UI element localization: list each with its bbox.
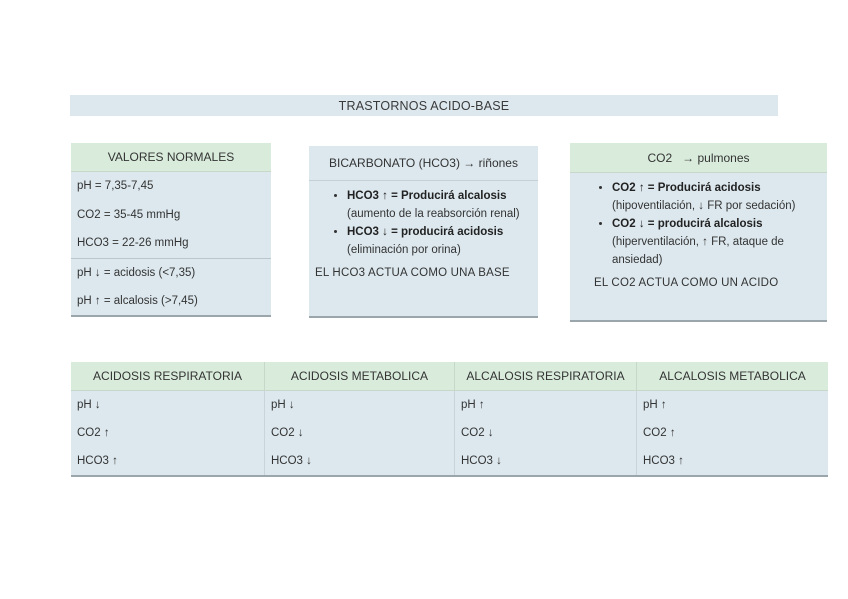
list-item [347, 223, 538, 259]
table-cell: CO2 ↓ [455, 419, 637, 447]
column-header: ACIDOSIS RESPIRATORIA [71, 362, 265, 391]
co2-header: CO2 → pulmones [570, 143, 827, 173]
table-cell: HCO3 ↓ [265, 447, 455, 476]
table-cell: pH ↑ [455, 391, 637, 420]
co2-list [570, 179, 827, 269]
table-row [71, 419, 828, 447]
normal-values-card [71, 143, 271, 317]
column-header: ALCALOSIS METABOLICA [637, 362, 829, 391]
rule-detail: (eliminación por orina) [347, 244, 461, 256]
bicarbonate-footer: EL HCO3 ACTUA COMO UNA BASE [315, 267, 510, 279]
bicarbonate-list [309, 187, 538, 259]
normal-values-header: VALORES NORMALES [71, 143, 271, 172]
table-cell: CO2 ↑ [71, 419, 265, 447]
bold-rule: CO2 ↓ = producirá alcalosis [612, 218, 763, 230]
disorders-table [71, 362, 828, 477]
co2-card [570, 143, 827, 322]
co2-footer: EL CO2 ACTUA COMO UN ACIDO [594, 277, 779, 289]
table-cell: pH ↓ [71, 391, 265, 420]
rule-detail: (hiperventilación, ↑ FR, ataque de ansiedad) [612, 236, 784, 266]
normal-value-line: pH ↑ = alcalosis (>7,45) [77, 295, 198, 308]
table-cell: pH ↓ [265, 391, 455, 420]
table-cell: HCO3 ↑ [637, 447, 829, 476]
list-item [612, 215, 827, 269]
page-title: TRASTORNOS ACIDO-BASE [70, 95, 778, 116]
column-header: ACIDOSIS METABOLICA [265, 362, 455, 391]
table-cell: HCO3 ↓ [455, 447, 637, 476]
bicarbonate-card [309, 146, 538, 318]
normal-value-line: pH = 7,35-7,45 [77, 180, 154, 193]
list-item [612, 179, 827, 215]
table-header-row [71, 362, 828, 391]
normal-value-line: HCO3 = 22-26 mmHg [77, 237, 189, 250]
normal-value-line: pH ↓ = acidosis (<7,35) [71, 258, 271, 288]
rule-detail: (aumento de la reabsorción renal) [347, 208, 520, 220]
bold-rule: HCO3 ↑ = Producirá alcalosis [347, 190, 507, 202]
table-cell: pH ↑ [637, 391, 829, 420]
bold-rule: HCO3 ↓ = producirá acidosis [347, 226, 504, 238]
normal-value-line: CO2 = 35-45 mmHg [77, 208, 181, 221]
table-row [71, 447, 828, 476]
bicarbonate-header: BICARBONATO (HCO3) → riñones [309, 146, 538, 181]
table-cell: CO2 ↓ [265, 419, 455, 447]
list-item [347, 187, 538, 223]
table-row [71, 391, 828, 420]
bold-rule: CO2 ↑ = Producirá acidosis [612, 182, 761, 194]
column-header: ALCALOSIS RESPIRATORIA [455, 362, 637, 391]
rule-detail: (hipoventilación, ↓ FR por sedación) [612, 200, 796, 212]
table-cell: HCO3 ↑ [71, 447, 265, 476]
table-cell: CO2 ↑ [637, 419, 829, 447]
